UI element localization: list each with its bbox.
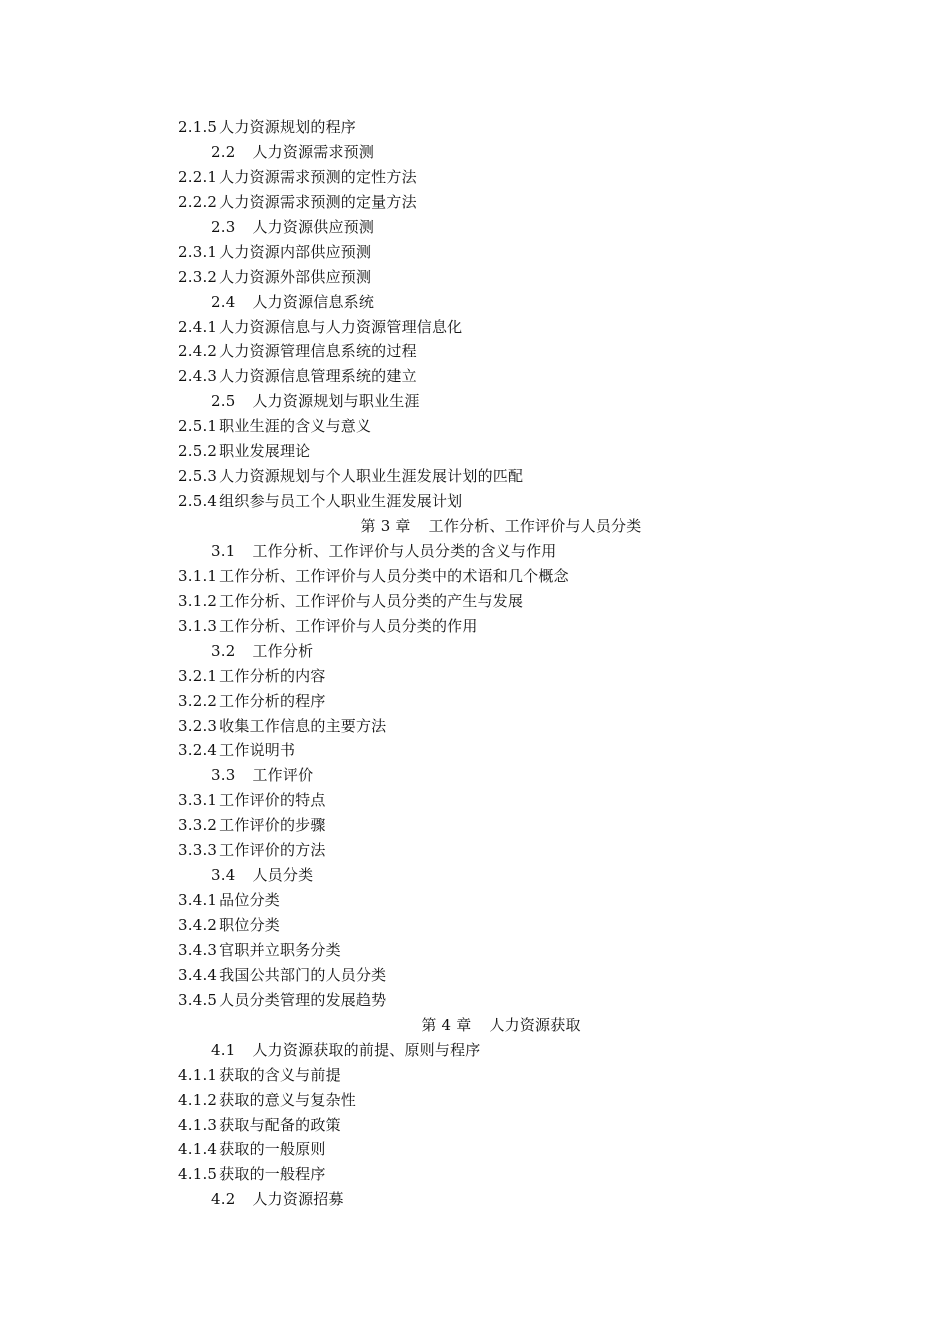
toc-title: 收集工作信息的主要方法 bbox=[219, 716, 387, 735]
toc-number: 2.3.2 bbox=[178, 267, 218, 286]
toc-number: 4.1.1 bbox=[178, 1065, 218, 1084]
toc-number: 4.1.3 bbox=[178, 1115, 218, 1134]
toc-subsection bbox=[0, 315, 950, 340]
toc-number: 2.5.4 bbox=[178, 492, 218, 511]
toc-title: 工作评价 bbox=[252, 766, 314, 785]
toc-subsection bbox=[0, 165, 950, 190]
toc-subsection bbox=[0, 1063, 950, 1088]
toc-number: 3.4 bbox=[211, 866, 236, 885]
toc-number: 2.5 bbox=[211, 392, 236, 411]
toc-title: 人力资源需求预测的定量方法 bbox=[219, 192, 417, 211]
toc-number: 2.4.2 bbox=[178, 342, 218, 361]
toc-subsection bbox=[0, 689, 950, 714]
toc-title: 工作分析的内容 bbox=[219, 666, 326, 685]
toc-number: 3.3 bbox=[211, 766, 236, 785]
toc-subsection bbox=[0, 963, 950, 988]
toc-subsection bbox=[0, 664, 950, 689]
toc-number: 4.1.2 bbox=[178, 1090, 218, 1109]
toc-title: 人力资源规划与职业生涯 bbox=[252, 392, 420, 411]
toc-number: 2.5.3 bbox=[178, 467, 218, 486]
toc-title: 人力资源管理信息系统的过程 bbox=[219, 342, 417, 361]
toc-subsection bbox=[0, 1137, 950, 1162]
toc-title: 工作评价的特点 bbox=[219, 791, 326, 810]
toc-number: 2.4.1 bbox=[178, 317, 218, 336]
toc-number: 3.1.3 bbox=[178, 616, 218, 635]
toc-title: 获取的含义与前提 bbox=[219, 1065, 341, 1084]
toc-title: 工作分析、工作评价与人员分类的作用 bbox=[219, 616, 478, 635]
toc-title: 我国公共部门的人员分类 bbox=[219, 965, 387, 984]
toc-title: 官职并立职务分类 bbox=[219, 940, 341, 959]
toc-title: 人力资源外部供应预测 bbox=[219, 267, 372, 286]
toc-number: 3.3.2 bbox=[178, 816, 218, 835]
toc-title: 职业生涯的含义与意义 bbox=[219, 417, 372, 436]
toc-title: 人力资源信息管理系统的建立 bbox=[219, 367, 417, 386]
toc-section bbox=[0, 639, 950, 664]
toc-number: 3.4.3 bbox=[178, 940, 218, 959]
toc-number: 3.2.2 bbox=[178, 691, 218, 710]
toc-number: 3.2 bbox=[211, 641, 236, 660]
toc-number: 3.2.3 bbox=[178, 716, 218, 735]
toc-title: 人力资源招募 bbox=[252, 1190, 344, 1209]
toc-subsection bbox=[0, 888, 950, 913]
toc-number: 2.5.2 bbox=[178, 442, 218, 461]
toc-subsection bbox=[0, 1113, 950, 1138]
toc-subsection bbox=[0, 738, 950, 763]
toc-title: 人力资源需求预测 bbox=[252, 142, 375, 161]
toc-number: 3.3.1 bbox=[178, 791, 218, 810]
toc-title: 工作说明书 bbox=[219, 741, 296, 760]
toc-subsection bbox=[0, 589, 950, 614]
toc-number: 2.3 bbox=[211, 217, 236, 236]
toc-subsection bbox=[0, 414, 950, 439]
toc-number: 4.1 bbox=[211, 1040, 236, 1059]
toc-number: 3.1.1 bbox=[178, 566, 218, 585]
toc-section bbox=[0, 539, 950, 564]
toc-title: 获取的一般原则 bbox=[219, 1140, 326, 1159]
toc-subsection bbox=[0, 938, 950, 963]
toc-section bbox=[0, 389, 950, 414]
toc-number: 3.4.1 bbox=[178, 891, 218, 910]
toc-title: 人力资源规划的程序 bbox=[219, 118, 356, 136]
toc-number: 4.2 bbox=[211, 1190, 236, 1209]
toc-title: 人力资源内部供应预测 bbox=[219, 242, 372, 261]
toc-title: 人力资源需求预测的定性方法 bbox=[219, 167, 417, 186]
toc-number: 3.4.5 bbox=[178, 990, 218, 1009]
toc-title: 工作评价的步骤 bbox=[219, 816, 326, 835]
toc-number: 第 4 章 bbox=[421, 1015, 472, 1034]
toc-number: 3.1.2 bbox=[178, 591, 218, 610]
toc-title: 获取的一般程序 bbox=[219, 1165, 326, 1184]
toc-number: 2.4 bbox=[211, 292, 236, 311]
toc-number: 4.1.5 bbox=[178, 1165, 218, 1184]
toc-title: 人力资源获取的前提、原则与程序 bbox=[252, 1040, 481, 1059]
toc-subsection bbox=[0, 788, 950, 813]
toc-subsection bbox=[0, 190, 950, 215]
toc-subsection bbox=[0, 714, 950, 739]
toc-title: 获取的意义与复杂性 bbox=[219, 1090, 356, 1109]
toc-title: 工作分析的程序 bbox=[219, 691, 326, 710]
toc-chapter-heading bbox=[0, 514, 950, 539]
toc-number: 2.2.2 bbox=[178, 192, 218, 211]
toc-title: 职业发展理论 bbox=[219, 442, 311, 461]
toc-subsection bbox=[0, 838, 950, 863]
toc-title: 人力资源规划与个人职业生涯发展计划的匹配 bbox=[219, 467, 524, 486]
table-of-contents bbox=[0, 115, 950, 1212]
toc-section bbox=[0, 1187, 950, 1212]
toc-number: 3.3.3 bbox=[178, 841, 218, 860]
toc-subsection bbox=[0, 265, 950, 290]
toc-section bbox=[0, 215, 950, 240]
toc-subsection bbox=[0, 913, 950, 938]
toc-number: 3.4.4 bbox=[178, 965, 218, 984]
toc-section bbox=[0, 763, 950, 788]
toc-subsection bbox=[0, 339, 950, 364]
toc-subsection bbox=[0, 614, 950, 639]
toc-section bbox=[0, 863, 950, 888]
toc-subsection bbox=[0, 240, 950, 265]
toc-title: 人力资源信息与人力资源管理信息化 bbox=[219, 317, 463, 336]
toc-subsection bbox=[0, 115, 950, 140]
toc-title: 工作分析、工作评价与人员分类的产生与发展 bbox=[219, 591, 524, 610]
toc-number: 第 3 章 bbox=[360, 517, 411, 535]
toc-number: 2.5.1 bbox=[178, 417, 218, 436]
toc-title: 人力资源供应预测 bbox=[252, 217, 375, 236]
toc-title: 人力资源信息系统 bbox=[252, 292, 375, 311]
toc-title: 组织参与员工个人职业生涯发展计划 bbox=[219, 492, 463, 511]
toc-subsection bbox=[0, 564, 950, 589]
toc-subsection bbox=[0, 813, 950, 838]
toc-subsection bbox=[0, 364, 950, 389]
toc-title: 工作评价的方法 bbox=[219, 841, 326, 860]
toc-subsection bbox=[0, 1088, 950, 1113]
toc-title: 工作分析 bbox=[252, 641, 314, 660]
toc-subsection bbox=[0, 489, 950, 514]
toc-subsection bbox=[0, 464, 950, 489]
toc-title: 职位分类 bbox=[219, 916, 280, 934]
toc-title: 工作分析、工作评价与人员分类 bbox=[428, 517, 642, 535]
toc-number: 3.4.2 bbox=[178, 916, 218, 934]
toc-number: 2.4.3 bbox=[178, 367, 218, 386]
toc-title: 工作分析、工作评价与人员分类中的术语和几个概念 bbox=[219, 566, 569, 585]
toc-section bbox=[0, 290, 950, 315]
toc-number: 2.1.5 bbox=[178, 118, 218, 136]
toc-title: 人员分类 bbox=[252, 866, 314, 885]
toc-subsection bbox=[0, 988, 950, 1013]
toc-title: 品位分类 bbox=[219, 891, 280, 910]
toc-title: 获取与配备的政策 bbox=[219, 1115, 341, 1134]
toc-number: 2.2 bbox=[211, 142, 236, 161]
toc-title: 人员分类管理的发展趋势 bbox=[219, 990, 387, 1009]
toc-number: 2.2.1 bbox=[178, 167, 218, 186]
toc-number: 3.1 bbox=[211, 541, 236, 560]
toc-number: 4.1.4 bbox=[178, 1140, 218, 1159]
toc-title: 人力资源获取 bbox=[489, 1015, 581, 1034]
toc-number: 3.2.1 bbox=[178, 666, 218, 685]
toc-subsection bbox=[0, 1162, 950, 1187]
toc-chapter-heading bbox=[0, 1013, 950, 1038]
toc-section bbox=[0, 1038, 950, 1063]
toc-title: 工作分析、工作评价与人员分类的含义与作用 bbox=[252, 541, 557, 560]
toc-number: 3.2.4 bbox=[178, 741, 218, 760]
toc-subsection bbox=[0, 439, 950, 464]
toc-number: 2.3.1 bbox=[178, 242, 218, 261]
toc-section bbox=[0, 140, 950, 165]
